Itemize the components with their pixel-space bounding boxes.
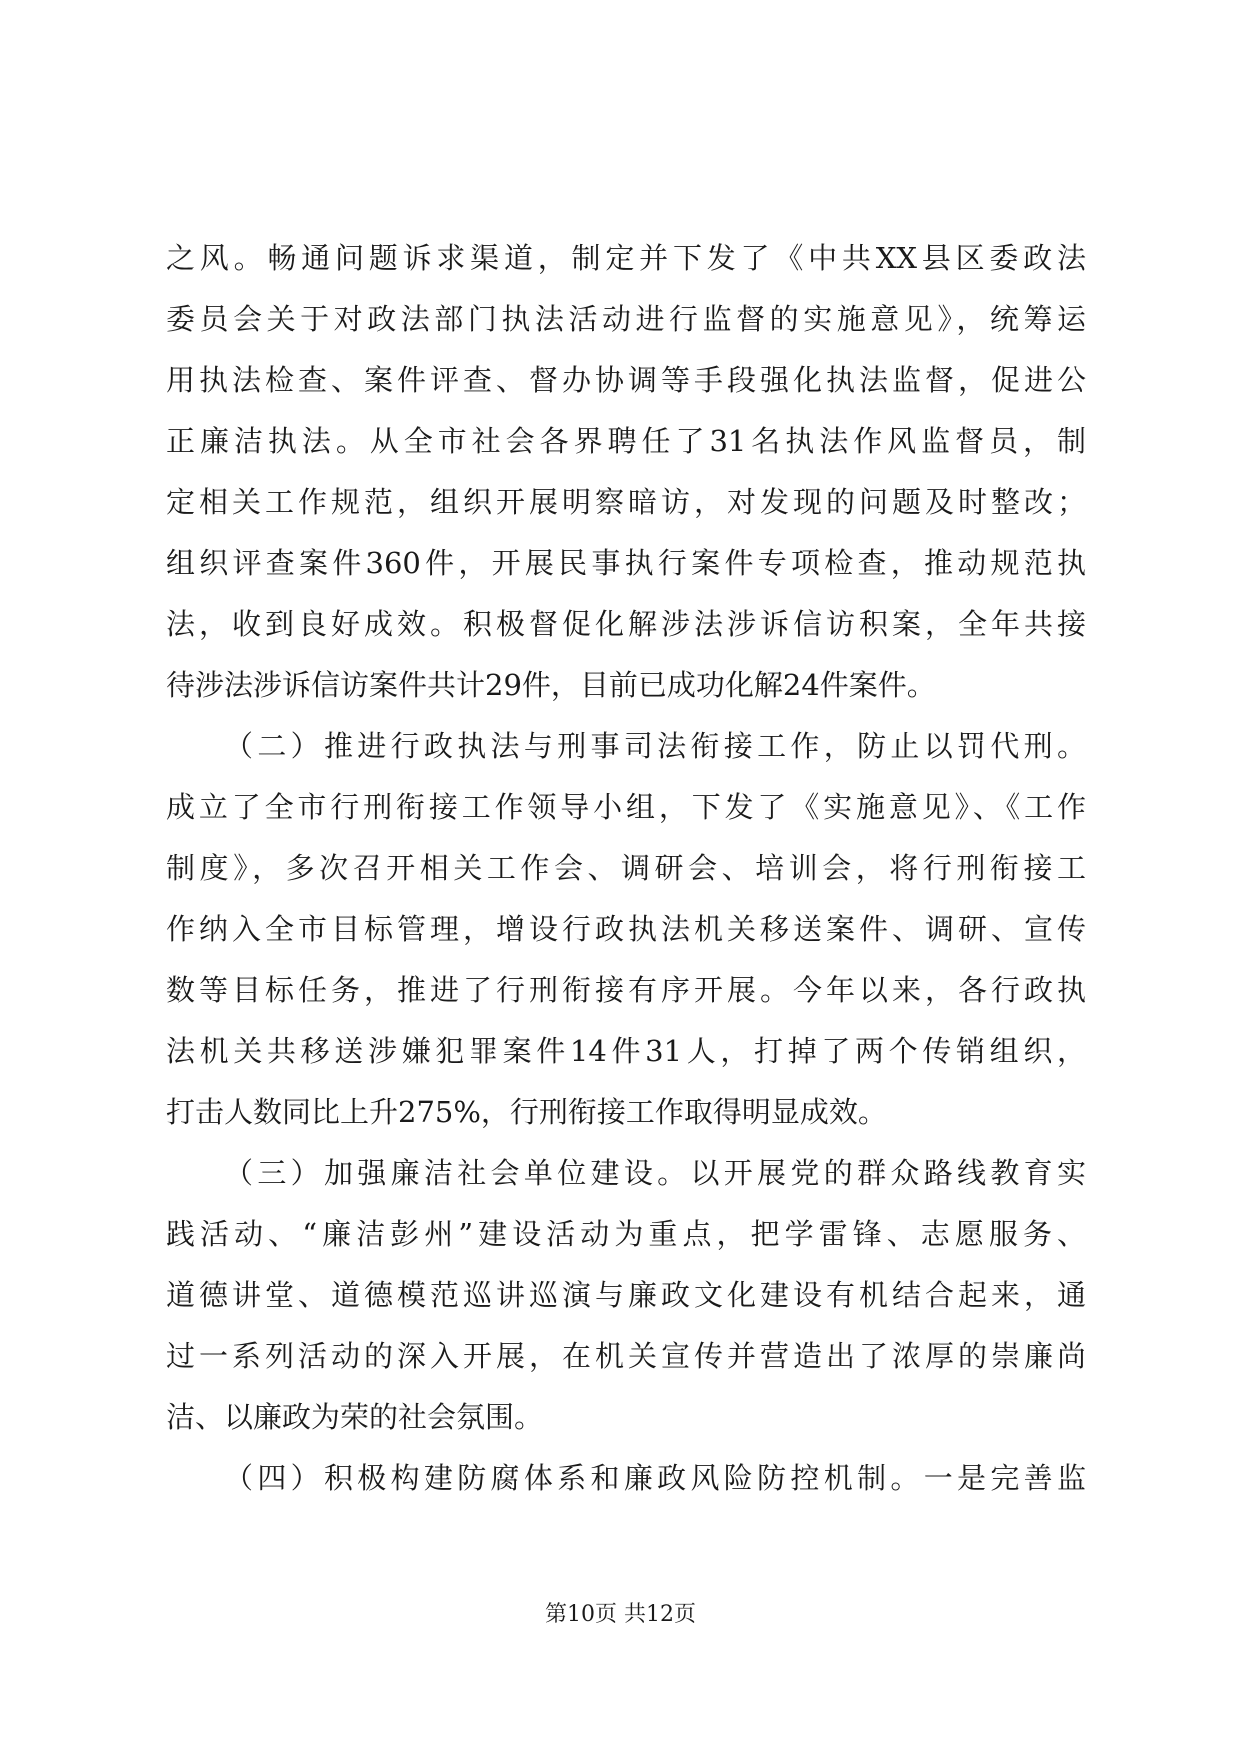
text-line-17: 践活动、“廉洁彭州”建设活动为重点，把学雷锋、志愿服务、	[166, 1217, 1086, 1251]
text-line-18: 道德讲堂、道德模范巡讲巡演与廉政文化建设有机结合起来，通	[166, 1278, 1086, 1312]
text-line-13: 数等目标任务，推进了行刑衔接有序开展。今年以来，各行政执	[166, 973, 1086, 1007]
text-line-1: 之风。畅通问题诉求渠道，制定并下发了《中共XX县区委政法	[166, 241, 1086, 275]
section-heading-4: （四）积极构建防腐体系和廉政风险防控机制。一是完善监	[224, 1461, 1086, 1495]
document-body	[166, 228, 1086, 1509]
text-line-14: 法机关共移送涉嫌犯罪案件14件31人，打掉了两个传销组织，	[166, 1034, 1086, 1068]
text-line-19: 过一系列活动的深入开展，在机关宣传并营造出了浓厚的崇廉尚	[166, 1339, 1086, 1373]
section-heading-2: （二）推进行政执法与刑事司法衔接工作，防止以罚代刑。	[224, 729, 1086, 763]
text-line-6: 组织评查案件360件，开展民事执行案件专项检查，推动规范执	[166, 546, 1086, 580]
page-number-footer: 第10页 共12页	[545, 1602, 696, 1627]
text-line-8: 待涉法涉诉信访案件共计29件，目前已成功化解24件案件。	[166, 668, 936, 702]
text-line-7: 法，收到良好成效。积极督促化解涉法涉诉信访积案，全年共接	[166, 607, 1086, 641]
text-line-4: 正廉洁执法。从全市社会各界聘任了31名执法作风监督员，制	[166, 424, 1086, 458]
text-line-10: 成立了全市行刑衔接工作领导小组，下发了《实施意见》、《工作	[166, 790, 1086, 824]
text-line-3: 用执法检查、案件评查、督办协调等手段强化执法监督，促进公	[166, 363, 1086, 397]
text-line-2: 委员会关于对政法部门执法活动进行监督的实施意见》，统筹运	[166, 302, 1086, 336]
section-heading-3: （三）加强廉洁社会单位建设。以开展党的群众路线教育实	[224, 1156, 1086, 1190]
text-line-20: 洁、以廉政为荣的社会氛围。	[166, 1400, 544, 1434]
text-line-5: 定相关工作规范，组织开展明察暗访，对发现的问题及时整改；	[166, 485, 1086, 519]
text-line-11: 制度》，多次召开相关工作会、调研会、培训会，将行刑衔接工	[166, 851, 1086, 885]
text-line-15: 打击人数同比上升275%，行刑衔接工作取得明显成效。	[166, 1095, 887, 1129]
text-line-12: 作纳入全市目标管理，增设行政执法机关移送案件、调研、宣传	[166, 912, 1086, 946]
